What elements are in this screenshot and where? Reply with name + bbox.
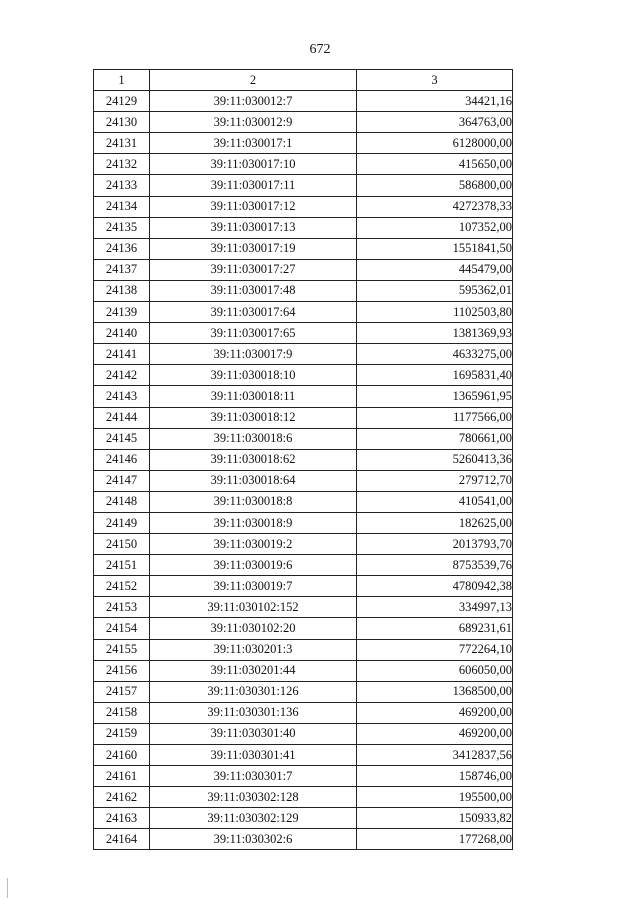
table-row bbox=[94, 344, 513, 365]
row-number: 24135 bbox=[94, 217, 150, 238]
cadastral-value: 1365961,95 bbox=[357, 386, 513, 407]
cadastral-value: 334997,13 bbox=[357, 597, 513, 618]
cadastral-value: 158746,00 bbox=[357, 766, 513, 787]
table-row bbox=[94, 112, 513, 133]
cadastral-value: 177268,00 bbox=[357, 829, 513, 850]
cadastral-number: 39:11:030018:6 bbox=[150, 428, 357, 449]
cadastral-number: 39:11:030012:9 bbox=[150, 112, 357, 133]
row-number: 24147 bbox=[94, 470, 150, 491]
cadastral-number: 39:11:030012:7 bbox=[150, 91, 357, 112]
cadastral-number: 39:11:030301:126 bbox=[150, 681, 357, 702]
column-header-3: 3 bbox=[357, 70, 513, 91]
table-row bbox=[94, 91, 513, 112]
cadastral-number: 39:11:030102:152 bbox=[150, 597, 357, 618]
cadastral-number: 39:11:030301:40 bbox=[150, 723, 357, 744]
cadastral-value: 586800,00 bbox=[357, 175, 513, 196]
table-row bbox=[94, 534, 513, 555]
cadastral-number: 39:11:030301:41 bbox=[150, 745, 357, 766]
cadastral-value: 689231,61 bbox=[357, 618, 513, 639]
cadastral-number: 39:11:030301:136 bbox=[150, 702, 357, 723]
cadastral-value: 469200,00 bbox=[357, 723, 513, 744]
table-row bbox=[94, 196, 513, 217]
cadastral-value: 364763,00 bbox=[357, 112, 513, 133]
table-row bbox=[94, 217, 513, 238]
cadastral-value: 1102503,80 bbox=[357, 302, 513, 323]
row-number: 24140 bbox=[94, 323, 150, 344]
table-row bbox=[94, 302, 513, 323]
cadastral-number: 39:11:030302:129 bbox=[150, 808, 357, 829]
cadastral-number: 39:11:030017:11 bbox=[150, 175, 357, 196]
cadastral-number: 39:11:030018:64 bbox=[150, 470, 357, 491]
row-number: 24157 bbox=[94, 681, 150, 702]
table-row bbox=[94, 175, 513, 196]
table-row bbox=[94, 407, 513, 428]
row-number: 24151 bbox=[94, 555, 150, 576]
table-row bbox=[94, 512, 513, 533]
cadastral-number: 39:11:030018:10 bbox=[150, 365, 357, 386]
row-number: 24148 bbox=[94, 491, 150, 512]
table-row bbox=[94, 787, 513, 808]
cadastral-value: 1177566,00 bbox=[357, 407, 513, 428]
row-number: 24150 bbox=[94, 534, 150, 555]
row-number: 24155 bbox=[94, 639, 150, 660]
cadastral-number: 39:11:030018:62 bbox=[150, 449, 357, 470]
row-number: 24164 bbox=[94, 829, 150, 850]
table-row bbox=[94, 428, 513, 449]
table-row bbox=[94, 829, 513, 850]
cadastral-number: 39:11:030019:2 bbox=[150, 534, 357, 555]
row-number: 24141 bbox=[94, 344, 150, 365]
margin-mark bbox=[7, 878, 8, 898]
row-number: 24156 bbox=[94, 660, 150, 681]
cadastral-number: 39:11:030102:20 bbox=[150, 618, 357, 639]
column-header-1: 1 bbox=[94, 70, 150, 91]
row-number: 24139 bbox=[94, 302, 150, 323]
row-number: 24131 bbox=[94, 133, 150, 154]
cadastral-value: 772264,10 bbox=[357, 639, 513, 660]
cadastral-number: 39:11:030302:128 bbox=[150, 787, 357, 808]
cadastral-value: 445479,00 bbox=[357, 259, 513, 280]
cadastral-value: 4272378,33 bbox=[357, 196, 513, 217]
table-body bbox=[94, 91, 513, 850]
cadastral-number: 39:11:030019:7 bbox=[150, 576, 357, 597]
row-number: 24133 bbox=[94, 175, 150, 196]
cadastral-value: 595362,01 bbox=[357, 280, 513, 301]
cadastral-number: 39:11:030201:44 bbox=[150, 660, 357, 681]
row-number: 24142 bbox=[94, 365, 150, 386]
cadastral-value: 410541,00 bbox=[357, 491, 513, 512]
table-row bbox=[94, 702, 513, 723]
table-row bbox=[94, 660, 513, 681]
row-number: 24163 bbox=[94, 808, 150, 829]
cadastral-value: 5260413,36 bbox=[357, 449, 513, 470]
cadastral-number: 39:11:030018:11 bbox=[150, 386, 357, 407]
cadastral-value: 780661,00 bbox=[357, 428, 513, 449]
cadastral-number: 39:11:030018:8 bbox=[150, 491, 357, 512]
row-number: 24146 bbox=[94, 449, 150, 470]
row-number: 24134 bbox=[94, 196, 150, 217]
cadastral-number: 39:11:030019:6 bbox=[150, 555, 357, 576]
cadastral-number: 39:11:030017:9 bbox=[150, 344, 357, 365]
row-number: 24158 bbox=[94, 702, 150, 723]
table-row bbox=[94, 323, 513, 344]
cadastral-number: 39:11:030018:9 bbox=[150, 512, 357, 533]
cadastral-value: 6128000,00 bbox=[357, 133, 513, 154]
table-row bbox=[94, 154, 513, 175]
table-row bbox=[94, 766, 513, 787]
cadastral-value: 279712,70 bbox=[357, 470, 513, 491]
row-number: 24153 bbox=[94, 597, 150, 618]
row-number: 24154 bbox=[94, 618, 150, 639]
row-number: 24129 bbox=[94, 91, 150, 112]
cadastral-value: 2013793,70 bbox=[357, 534, 513, 555]
cadastral-number: 39:11:030301:7 bbox=[150, 766, 357, 787]
table-header-row bbox=[94, 70, 513, 91]
cadastral-number: 39:11:030302:6 bbox=[150, 829, 357, 850]
table-row bbox=[94, 555, 513, 576]
row-number: 24138 bbox=[94, 280, 150, 301]
table-row bbox=[94, 639, 513, 660]
cadastral-number: 39:11:030017:48 bbox=[150, 280, 357, 301]
table-row bbox=[94, 470, 513, 491]
row-number: 24159 bbox=[94, 723, 150, 744]
cadastral-value: 469200,00 bbox=[357, 702, 513, 723]
row-number: 24132 bbox=[94, 154, 150, 175]
cadastral-value: 4780942,38 bbox=[357, 576, 513, 597]
table-row bbox=[94, 597, 513, 618]
row-number: 24149 bbox=[94, 512, 150, 533]
table-row bbox=[94, 808, 513, 829]
cadastral-value: 150933,82 bbox=[357, 808, 513, 829]
table-row bbox=[94, 449, 513, 470]
table-row bbox=[94, 365, 513, 386]
row-number: 24137 bbox=[94, 259, 150, 280]
cadastral-number: 39:11:030018:12 bbox=[150, 407, 357, 428]
cadastral-value: 4633275,00 bbox=[357, 344, 513, 365]
row-number: 24162 bbox=[94, 787, 150, 808]
cadastral-number: 39:11:030017:13 bbox=[150, 217, 357, 238]
row-number: 24130 bbox=[94, 112, 150, 133]
row-number: 24143 bbox=[94, 386, 150, 407]
cadastral-number: 39:11:030017:12 bbox=[150, 196, 357, 217]
table-row bbox=[94, 723, 513, 744]
row-number: 24144 bbox=[94, 407, 150, 428]
cadastral-number: 39:11:030201:3 bbox=[150, 639, 357, 660]
row-number: 24136 bbox=[94, 238, 150, 259]
table-row bbox=[94, 491, 513, 512]
cadastral-value: 8753539,76 bbox=[357, 555, 513, 576]
table-row bbox=[94, 745, 513, 766]
table-row bbox=[94, 280, 513, 301]
row-number: 24145 bbox=[94, 428, 150, 449]
cadastral-number: 39:11:030017:19 bbox=[150, 238, 357, 259]
row-number: 24152 bbox=[94, 576, 150, 597]
cadastral-value: 107352,00 bbox=[357, 217, 513, 238]
cadastral-value: 606050,00 bbox=[357, 660, 513, 681]
cadastral-value-table bbox=[93, 69, 513, 850]
page-number: 672 bbox=[309, 42, 331, 57]
table-row bbox=[94, 238, 513, 259]
cadastral-value: 195500,00 bbox=[357, 787, 513, 808]
cadastral-number: 39:11:030017:27 bbox=[150, 259, 357, 280]
column-header-2: 2 bbox=[150, 70, 357, 91]
table-row bbox=[94, 576, 513, 597]
cadastral-number: 39:11:030017:10 bbox=[150, 154, 357, 175]
cadastral-number: 39:11:030017:65 bbox=[150, 323, 357, 344]
table-row bbox=[94, 133, 513, 154]
cadastral-value: 1381369,93 bbox=[357, 323, 513, 344]
table-row bbox=[94, 618, 513, 639]
row-number: 24160 bbox=[94, 745, 150, 766]
cadastral-value: 415650,00 bbox=[357, 154, 513, 175]
cadastral-value: 1368500,00 bbox=[357, 681, 513, 702]
cadastral-value: 1551841,50 bbox=[357, 238, 513, 259]
table-row bbox=[94, 681, 513, 702]
cadastral-value: 34421,16 bbox=[357, 91, 513, 112]
cadastral-value: 182625,00 bbox=[357, 512, 513, 533]
cadastral-value: 3412837,56 bbox=[357, 745, 513, 766]
row-number: 24161 bbox=[94, 766, 150, 787]
cadastral-number: 39:11:030017:1 bbox=[150, 133, 357, 154]
cadastral-value: 1695831,40 bbox=[357, 365, 513, 386]
cadastral-number: 39:11:030017:64 bbox=[150, 302, 357, 323]
table-row bbox=[94, 259, 513, 280]
table-row bbox=[94, 386, 513, 407]
